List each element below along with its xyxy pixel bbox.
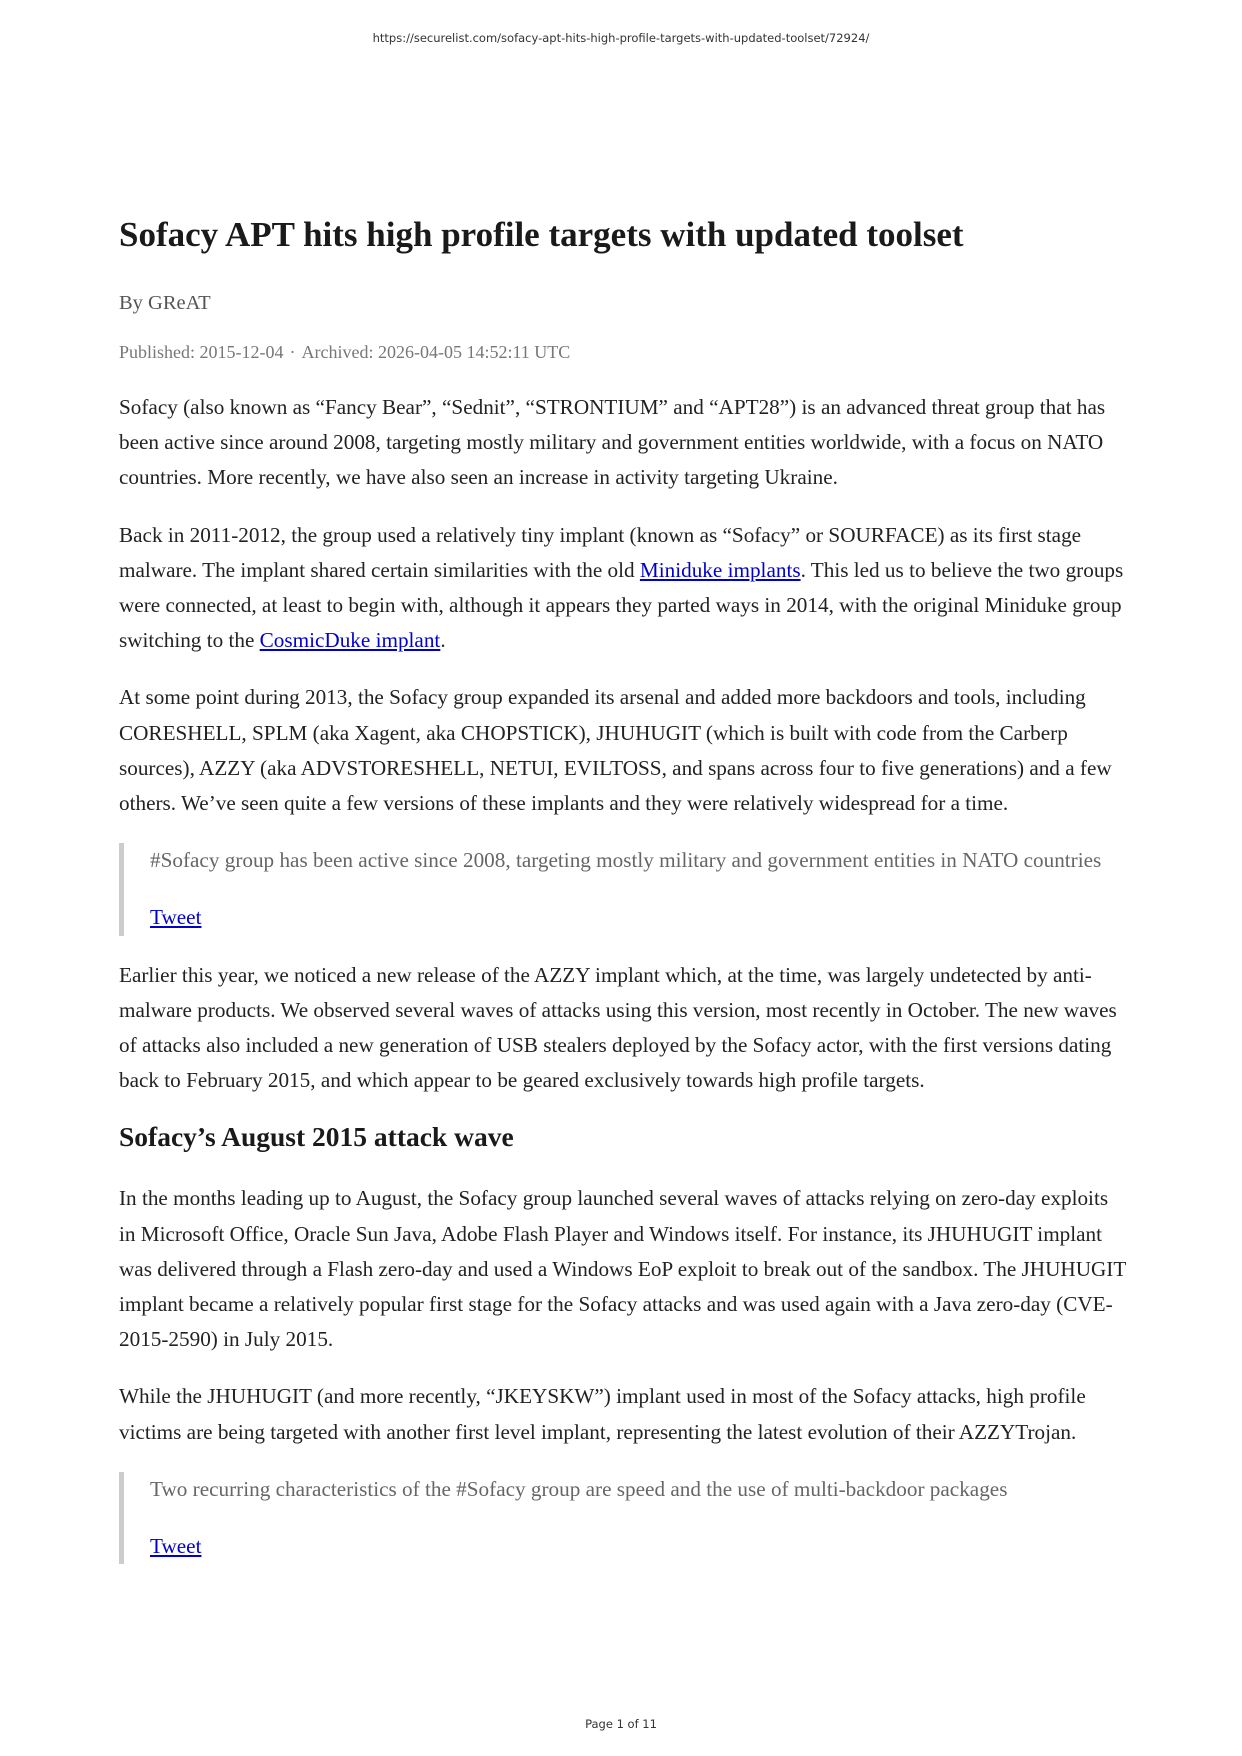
paragraph-arsenal: At some point during 2013, the Sofacy group expanded its arsenal and added more backdoors and tools, including CORESHELL, SPLM (aka Xagent, aka CHOPSTICK), JHUHUGIT (which is built with code from the Carberp sources), AZZY (aka ADVSTORESHELL, NETUI, EVILTOSS, and spans across four to five generations) and a few others. We’ve seen quite a few versions of these implants and they were relatively widespread for a time. [119, 685, 1112, 816]
pull-quote-2 [119, 1472, 1129, 1564]
paragraph-azzy: Earlier this year, we noticed a new release of the AZZY implant which, at the time, was largely undetected by anti-malware products. We observed several waves of attacks using this version, most recently in October. The new waves of attacks also included a new generation of USB stealers deployed by the Sofacy actor, with the first versions dating back to February 2015, and which appear to be geared exclusively towards high profile targets. [119, 962, 1117, 1093]
published-date: Published: 2015-12-04 [119, 342, 284, 362]
byline: By GReAT [119, 292, 211, 314]
meta-separator: · [289, 342, 296, 362]
archived-date: Archived: 2026-04-05 14:52:11 UTC [301, 342, 571, 362]
paragraph-history [119, 518, 1129, 659]
pull-quote-2-tweet-line [150, 1529, 1129, 1564]
section-heading: Sofacy’s August 2015 attack wave [119, 1121, 514, 1153]
pull-quote-1 [119, 843, 1129, 935]
pull-quote-2-text: Two recurring characteristics of the #Sofacy group are speed and the use of multi-backdoor packages [150, 1476, 1008, 1501]
paragraph-history-text-3: . [440, 628, 446, 653]
paragraph-history-text-2: . This led us to believe the two groups were connected, at least to begin with, although it appears they parted ways in 2014, with the original Miniduke group switching to the [119, 557, 1124, 653]
paragraph-zero-days: In the months leading up to August, the Sofacy group launched several waves of attacks relying on zero-day exploits in Microsoft Office, Oracle Sun Java, Adobe Flash Player and Windows itself. For instance, its JHUHUGIT implant was delivered through a Flash zero-day and used a Windows EoP exploit to break out of the sandbox. The JHUHUGIT implant became a relatively popular first stage for the Sofacy attacks and was used again with a Java zero-day (CVE-2015-2590) in July 2015. [119, 1186, 1126, 1352]
page-url: https://securelist.com/sofacy-apt-hits-high-profile-targets-with-updated-toolset/72924/ [372, 31, 870, 45]
article-title: Sofacy APT hits high profile targets with updated toolset [119, 215, 964, 254]
tweet-link-2[interactable]: Tweet [150, 1534, 202, 1559]
paragraph-intro: Sofacy (also known as “Fancy Bear”, “Sednit”, “STRONTIUM” and “APT28”) is an advanced threat group that has been active since around 2008, targeting mostly military and government entities worldwide, with a focus on NATO countries. More recently, we have also seen an increase in activity targeting Ukraine. [119, 395, 1106, 490]
publication-meta [119, 340, 570, 364]
cosmicduke-implant-link[interactable]: CosmicDuke implant [259, 628, 441, 653]
pull-quote-1-text: #Sofacy group has been active since 2008, targeting mostly military and government entities in NATO countries [150, 848, 1102, 873]
miniduke-implants-link[interactable]: Miniduke implants [639, 557, 801, 582]
tweet-link-1[interactable]: Tweet [150, 905, 202, 930]
paragraph-jhuhugit: While the JHUHUGIT (and more recently, “JKEYSKW”) implant used in most of the Sofacy attacks, high profile victims are being targeted with another first level implant, representing the latest evolution of their AZZYTrojan. [119, 1384, 1086, 1444]
pull-quote-1-tweet-line [150, 900, 1129, 935]
page-number: Page 1 of 11 [585, 1717, 657, 1731]
article-body [119, 390, 1129, 1586]
paragraph-history-text-1: Back in 2011-2012, the group used a relatively tiny implant (known as “Sofacy” or SOURFACE) as its first stage malware. The implant shared certain similarities with the old [119, 522, 1082, 582]
